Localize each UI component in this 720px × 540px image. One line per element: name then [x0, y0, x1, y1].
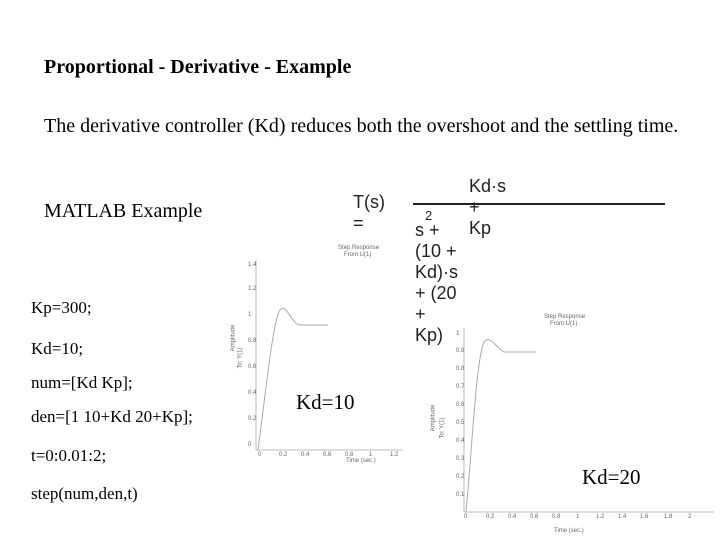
- plot2-xtick: 2: [688, 514, 692, 520]
- plot1-ylabel: Amplitude: [230, 324, 237, 352]
- code-line-step: step(num,den,t): [31, 484, 138, 503]
- plot2-ytick: 0.2: [456, 474, 465, 480]
- plot1-ytick: 0.2: [248, 416, 257, 422]
- plot2-response-curve: [466, 340, 536, 512]
- plot2-xtick: 0.4: [508, 514, 517, 520]
- plot1-xtick: 0.8: [345, 452, 354, 458]
- plot2-ytick: 0.3: [456, 456, 465, 462]
- plot2-xtick: 1.4: [618, 514, 627, 520]
- code-line-num: num=[Kd Kp];: [31, 373, 133, 392]
- plot1-xtick: 0.6: [323, 452, 332, 458]
- plot2-ytick: 0.6: [456, 402, 465, 408]
- fraction-bar: [413, 203, 665, 205]
- plot2-xlabel: Time (sec.): [554, 528, 584, 534]
- plot1-xtick: 1.2: [390, 452, 399, 458]
- plot2-ytick: 0.8: [456, 366, 465, 372]
- plot2-ytick: 0.5: [456, 420, 465, 426]
- plot2-xtick: 0.2: [486, 514, 495, 520]
- plot2-ylabel2: To: Y(1): [439, 417, 446, 439]
- plot1-subtitle: From U(1): [344, 252, 372, 258]
- slide-description: The derivative controller (Kd) reduces both the overshoot and the settling time.: [44, 115, 679, 137]
- plot2-ylabel: Amplitude: [430, 404, 437, 432]
- plot1-ytick: 1: [248, 312, 252, 318]
- slide-title: Proportional - Derivative - Example: [44, 56, 352, 78]
- formula-numerator: Kd·s + Kp: [469, 176, 507, 238]
- plot2-xtick: 1.8: [664, 514, 673, 520]
- step-response-plot-kd20: [426, 300, 720, 540]
- plot1-ytick: 1.4: [248, 262, 257, 268]
- plot2-ytick: 0.9: [456, 348, 465, 354]
- plot1-title: Step Response: [338, 245, 380, 251]
- plot2-title: Step Response: [544, 314, 586, 320]
- plot2-xtick: 0: [464, 514, 468, 520]
- plot1-xtick: 0.2: [279, 452, 288, 458]
- plot1-graphics: [218, 240, 418, 470]
- plot1-response-curve: [258, 308, 328, 450]
- code-line-kp: Kp=300;: [31, 298, 92, 317]
- formula-lhs: T(s) =: [353, 192, 385, 233]
- plot2-xtick: 1.2: [596, 514, 605, 520]
- matlab-example-label: MATLAB Example: [44, 200, 203, 222]
- code-line-den: den=[1 10+Kd 20+Kp];: [31, 407, 193, 426]
- plot2-subtitle: From U(1): [550, 321, 578, 327]
- formula-denominator: s + (10 + Kd)·s + (20 + Kp): [415, 220, 459, 345]
- code-line-kd: Kd=10;: [31, 339, 84, 358]
- plot2-graphics: [426, 300, 720, 540]
- formula-exponent: 2: [425, 208, 433, 223]
- plot1-xlabel: Time (sec.): [346, 458, 376, 464]
- plot1-ytick: 0.8: [248, 338, 257, 344]
- plot1-xtick: 0: [258, 452, 262, 458]
- code-line-t: t=0:0.01:2;: [31, 446, 107, 465]
- plot1-xtick: 0.4: [301, 452, 310, 458]
- plot2-kd-label: Kd=20: [582, 465, 641, 489]
- plot1-xtick: 1: [369, 452, 373, 458]
- plot2-xtick: 0.8: [552, 514, 561, 520]
- plot1-ytick: 0.6: [248, 364, 257, 370]
- plot1-kd-label: Kd=10: [296, 390, 355, 414]
- plot2-xtick: 0.6: [530, 514, 539, 520]
- plot2-xtick: 1: [576, 514, 580, 520]
- plot2-ytick: 0.1: [456, 492, 465, 498]
- plot2-ytick: 0.4: [456, 438, 465, 444]
- plot1-ytick: 0: [248, 442, 252, 448]
- plot1-ylabel2: To: Y(1): [237, 347, 244, 369]
- plot2-xtick: 1.6: [640, 514, 649, 520]
- step-response-plot-kd10: [218, 240, 418, 470]
- plot1-ytick: 0.4: [248, 390, 257, 396]
- plot2-ytick: 0.7: [456, 384, 465, 390]
- plot2-ytick: 1: [456, 331, 460, 337]
- plot1-ytick: 1.2: [248, 286, 257, 292]
